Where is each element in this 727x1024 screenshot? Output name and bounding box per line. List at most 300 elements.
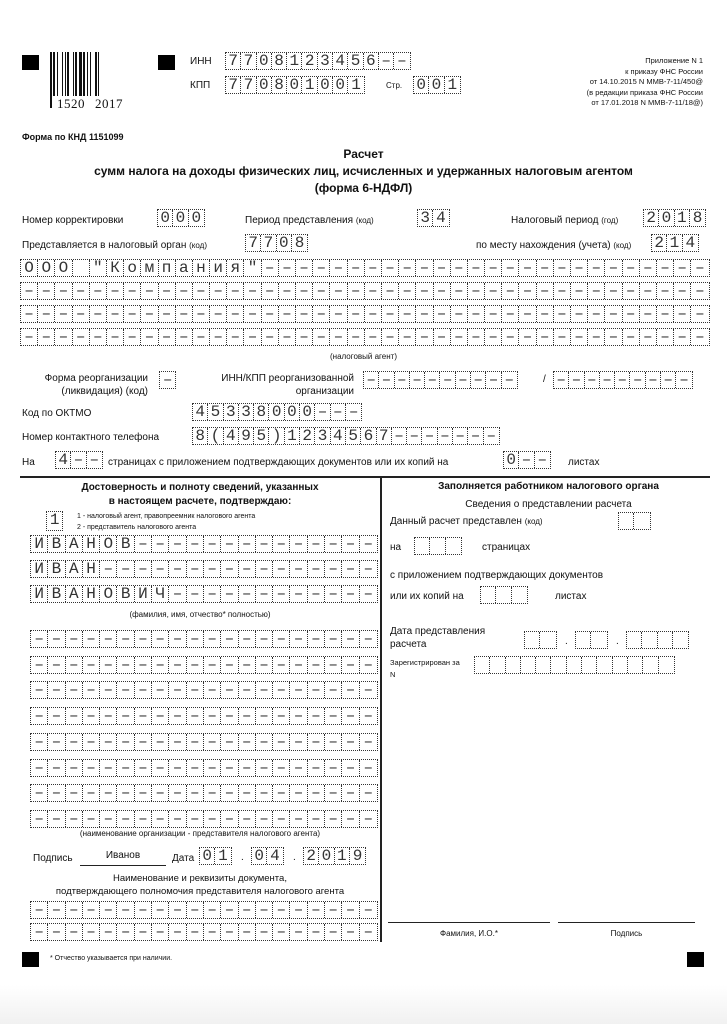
char-cell [659,657,674,673]
char-cell [613,657,628,673]
char-cell: 2 [644,210,659,226]
char-cell: – [38,329,55,345]
char-cell [627,632,642,648]
char-cell: 0 [429,77,444,93]
confirmation-heading-line1: Достоверность и полноту сведений, указанных [81,482,319,493]
document-heading-line1: Наименование и реквизиты документа, [113,873,287,884]
char-cell: – [399,283,416,299]
char-cell: – [571,283,588,299]
char-cell [512,587,527,603]
person-name-row[interactable] [30,535,378,553]
char-cell: ) [269,428,284,444]
period-field[interactable] [417,209,450,227]
char-cell: – [379,372,394,388]
char-cell: – [504,371,515,389]
char-cell: – [239,785,256,801]
corner-marker-bottom-right [687,952,704,967]
char-cell: – [193,329,210,345]
oktmo-field[interactable] [192,403,362,421]
appendix-line: Приложение N 1 [645,56,703,65]
char-cell: – [290,561,307,577]
char-cell: – [273,561,290,577]
date-day-field[interactable] [199,847,232,865]
char-cell: 0 [659,210,674,226]
char-cell: – [308,586,325,602]
office-date-month-field[interactable] [575,631,608,649]
signature-value: Иванов [105,850,141,861]
char-cell: – [187,902,204,918]
char-cell: – [239,631,256,647]
char-cell: 0 [333,77,348,93]
representative-org-row[interactable] [30,681,378,699]
char-cell: – [273,631,290,647]
char-cell: 8 [692,209,703,227]
char-cell: – [342,708,359,724]
representative-org-row[interactable] [30,656,378,674]
char-cell: В [117,586,134,602]
char-cell: 4 [436,209,446,227]
reorg-kpp-field[interactable] [553,371,693,389]
char-cell: – [605,306,622,322]
submitted-code-hint: (код) [524,517,543,526]
char-cell: – [308,734,325,750]
char-cell: – [239,811,256,827]
location-field[interactable] [651,234,699,252]
char-cell: – [279,283,296,299]
char-cell: В [117,536,134,552]
char-cell: – [330,329,347,345]
char-cell: – [204,760,221,776]
char-cell: – [256,785,273,801]
char-cell: – [308,561,325,577]
char-cell: 4 [270,847,280,865]
char-cell: – [187,631,204,647]
inn-field[interactable] [225,52,411,70]
agent-name-row[interactable] [20,259,710,277]
char-cell: – [674,283,691,299]
sign-line [558,922,695,923]
char-cell: 0 [414,77,429,93]
char-cell: 9 [239,428,254,444]
char-cell: – [31,631,48,647]
reorg-inn-field[interactable] [363,371,518,389]
char-cell: – [325,561,342,577]
char-cell: – [187,561,204,577]
char-cell: – [363,655,374,674]
char-cell: – [152,902,169,918]
char-cell: – [89,451,100,469]
form-code: Форма по КНД 1151099 [22,132,124,142]
char-cell: – [313,306,330,322]
char-cell: – [342,586,359,602]
char-cell: 1 [218,847,228,865]
char-cell: – [451,260,468,276]
char-cell: – [83,902,100,918]
char-cell: – [279,260,296,276]
char-cell: и [210,260,227,276]
char-cell: – [83,657,100,673]
char-cell: – [187,785,204,801]
char-cell: – [342,631,359,647]
char-cell: – [331,404,346,420]
char-cell: – [434,283,451,299]
char-cell: – [537,260,554,276]
pages-prefix: На [22,457,35,468]
char-cell: – [416,283,433,299]
char-cell: – [646,372,661,388]
char-cell: – [221,561,238,577]
char-cell: – [290,682,307,698]
char-cell: 4 [331,428,346,444]
char-cell: О [100,536,117,552]
char-cell: – [695,305,705,323]
char-cell: – [221,631,238,647]
char-cell: – [204,586,221,602]
char-cell: Н [83,586,100,602]
char-cell: 1 [675,210,690,226]
char-cell: – [48,682,65,698]
char-cell: 0 [158,210,173,226]
char-cell: – [468,428,483,444]
page-number-field[interactable] [413,76,461,94]
registration-number-field[interactable] [474,656,675,674]
char-cell: – [363,758,374,777]
char-cell: – [468,260,485,276]
char-cell: – [83,924,100,940]
pages-text: страницах с приложением подтверждающих документов или их копий на [108,457,449,468]
char-cell: – [152,924,169,940]
char-cell: – [159,283,176,299]
char-cell: – [204,631,221,647]
char-cell: – [256,536,273,552]
confirmation-heading [20,481,380,509]
char-cell: 5 [346,428,361,444]
char-cell: – [204,682,221,698]
char-cell: – [31,902,48,918]
char-cell: – [187,924,204,940]
char-cell: – [176,283,193,299]
representative-org-row[interactable] [30,630,378,648]
char-cell: – [416,306,433,322]
char-cell: – [176,306,193,322]
char-cell: – [502,329,519,345]
sheets-field[interactable] [503,451,551,469]
char-cell: – [31,785,48,801]
char-cell: – [363,923,374,941]
char-cell: – [382,260,399,276]
char-cell: – [290,734,307,750]
barcode-number-right: 2017 [95,96,123,111]
char-cell: – [135,734,152,750]
char-cell: – [363,732,374,751]
char-cell: – [117,811,134,827]
char-cell: – [169,561,186,577]
representative-org-row[interactable] [30,759,378,777]
char-cell: – [588,306,605,322]
char-cell: – [399,260,416,276]
char-cell: – [600,372,615,388]
char-cell: – [73,329,90,345]
char-cell [567,657,582,673]
char-cell: – [83,682,100,698]
char-cell: – [537,306,554,322]
char-cell: 8 [254,404,269,420]
char-cell: – [152,734,169,750]
char-cell: 0 [257,53,272,69]
char-cell: – [221,536,238,552]
char-cell: – [325,734,342,750]
tax-period-label-text: Налоговый период [511,215,599,226]
char-cell: – [141,283,158,299]
authority-document-row[interactable] [30,901,378,919]
char-cell: – [519,329,536,345]
correction-field[interactable] [157,209,205,227]
signer-type-field[interactable] [46,511,63,531]
office-pages-field[interactable] [414,537,462,555]
char-cell: – [227,306,244,322]
signature-label: Подпись [33,853,73,864]
char-cell [551,657,566,673]
agent-name-row[interactable] [20,305,710,323]
barcode-bar [83,52,85,96]
char-cell: – [399,306,416,322]
office-pages-label: страницах [482,542,531,553]
appendix-line: к приказу ФНС России [625,66,703,76]
reorg-inn-label [200,372,354,398]
char-cell: – [308,785,325,801]
registered-label-line1: Зарегистрирован за [390,658,460,667]
char-cell: – [100,657,117,673]
office-date-day-field[interactable] [524,631,557,649]
char-cell: – [422,428,437,444]
char-cell: – [325,924,342,940]
char-cell: – [204,811,221,827]
person-name-row[interactable] [30,560,378,578]
kpp-field[interactable] [225,76,365,94]
char-cell: – [571,329,588,345]
char-cell [430,538,445,554]
office-sheets-field[interactable] [480,586,528,604]
char-cell: – [117,657,134,673]
char-cell: – [537,283,554,299]
char-cell: – [674,260,691,276]
phone-field[interactable] [192,427,500,445]
char-cell: – [221,902,238,918]
char-cell: – [569,372,584,388]
signer-options [77,511,255,533]
char-cell: – [107,283,124,299]
reorg-form-field[interactable] [159,371,176,389]
char-cell: – [83,734,100,750]
pages-field[interactable] [55,451,103,469]
char-cell: – [187,734,204,750]
char-cell: – [451,283,468,299]
authority-document-row[interactable] [30,923,378,941]
char-cell: 4 [685,234,696,252]
on-label: на [390,542,402,553]
char-cell: – [679,371,689,389]
char-cell: – [169,657,186,673]
char-cell: – [31,657,48,673]
char-cell: – [588,260,605,276]
agent-name-row[interactable] [20,328,710,346]
char-cell: – [365,306,382,322]
char-cell: – [363,809,374,828]
char-cell: – [296,306,313,322]
char-cell: 7 [241,53,256,69]
char-cell: – [695,328,705,346]
char-cell: " [90,260,107,276]
date-month-field[interactable] [251,847,284,865]
char-cell [642,632,657,648]
char-cell: – [348,260,365,276]
char-cell: – [107,329,124,345]
char-cell: – [55,329,72,345]
char-cell: – [325,536,342,552]
char-cell: – [363,901,374,919]
char-cell: О [21,260,38,276]
representative-org-row[interactable] [30,733,378,751]
char-cell: – [38,283,55,299]
char-cell: – [66,785,83,801]
char-cell: – [554,329,571,345]
barcode-number-left: 1520 [57,96,85,111]
char-cell: К [107,260,124,276]
char-cell: – [135,760,152,776]
tax-period-field[interactable] [643,209,706,227]
char-cell: – [256,811,273,827]
char-cell: – [425,372,440,388]
char-cell: – [623,329,640,345]
barcode-bar [87,52,88,96]
submitted-code-field[interactable] [618,512,651,530]
char-cell: – [117,760,134,776]
kpp-label: КПП [190,80,211,91]
char-cell: – [502,260,519,276]
char-cell: 0 [269,404,284,420]
char-cell: – [363,784,374,803]
char-cell: – [640,306,657,322]
char-cell: – [290,760,307,776]
char-cell: – [325,631,342,647]
char-cell [446,538,461,554]
char-cell: – [55,306,72,322]
char-cell: – [204,657,221,673]
char-cell: – [244,306,261,322]
char-cell: – [256,760,273,776]
date-year-field[interactable] [303,847,366,865]
char-cell: – [135,902,152,918]
char-cell: – [290,708,307,724]
char-cell: Н [83,561,100,577]
char-cell: – [325,811,342,827]
char-cell: – [169,924,186,940]
char-cell: – [83,811,100,827]
char-cell: – [239,586,256,602]
char-cell: 1 [351,76,361,94]
char-cell: – [438,428,453,444]
correction-label: Номер корректировки [22,215,124,226]
char-cell: – [169,708,186,724]
char-cell: И [31,586,48,602]
char-cell: – [83,760,100,776]
char-cell: – [325,682,342,698]
char-cell: 0 [277,235,292,251]
char-cell: – [66,708,83,724]
char-cell [506,657,521,673]
char-cell: – [239,734,256,750]
signature-field[interactable] [80,850,166,866]
tax-authority-field[interactable] [245,234,308,252]
char-cell: – [31,760,48,776]
char-cell: 8 [272,77,287,93]
char-cell: – [342,902,359,918]
page-label: Стр. [386,81,403,90]
char-cell: – [348,403,359,421]
char-cell: – [273,682,290,698]
representative-org-row[interactable] [30,810,378,828]
representative-org-row[interactable] [30,784,378,802]
tax-authority-label-text: Представляется в налоговый орган [22,240,187,251]
office-date-separator-1: . [565,636,568,647]
char-cell: 3 [224,404,239,420]
char-cell: – [342,682,359,698]
char-cell: – [169,536,186,552]
char-cell: – [451,306,468,322]
char-cell: – [623,260,640,276]
person-name-row[interactable] [30,585,378,603]
char-cell: – [640,260,657,276]
char-cell: 1 [667,235,682,251]
char-cell: 1 [447,76,458,94]
char-cell: – [325,708,342,724]
char-cell: – [159,306,176,322]
char-cell: – [221,657,238,673]
char-cell: – [90,283,107,299]
section-divider-vertical [380,476,382,942]
char-cell: 4 [224,428,239,444]
org-caption: (наименование организации - представителя налогового агента) [79,829,321,838]
char-cell: – [169,682,186,698]
representative-org-row[interactable] [30,707,378,725]
barcode-bar [95,52,97,96]
submitted-label-text: Данный расчет представлен [390,516,522,527]
char-cell: – [382,306,399,322]
char-cell [634,513,649,529]
char-cell [525,632,540,648]
char-cell: – [239,902,256,918]
char-cell: – [169,760,186,776]
char-cell [628,657,643,673]
char-cell: – [273,708,290,724]
char-cell: – [519,260,536,276]
char-cell: – [48,924,65,940]
agent-name-row[interactable] [20,282,710,300]
char-cell: ( [208,428,223,444]
char-cell: О [38,260,55,276]
char-cell: – [239,657,256,673]
office-date-label-line1: Дата представления [390,626,486,637]
char-cell: – [315,404,330,420]
char-cell: – [519,306,536,322]
office-date-year-field[interactable] [626,631,689,649]
char-cell: – [279,306,296,322]
char-cell: – [273,902,290,918]
char-cell: – [468,283,485,299]
reorg-separator: / [543,374,546,385]
char-cell: – [239,536,256,552]
char-cell: – [308,902,325,918]
